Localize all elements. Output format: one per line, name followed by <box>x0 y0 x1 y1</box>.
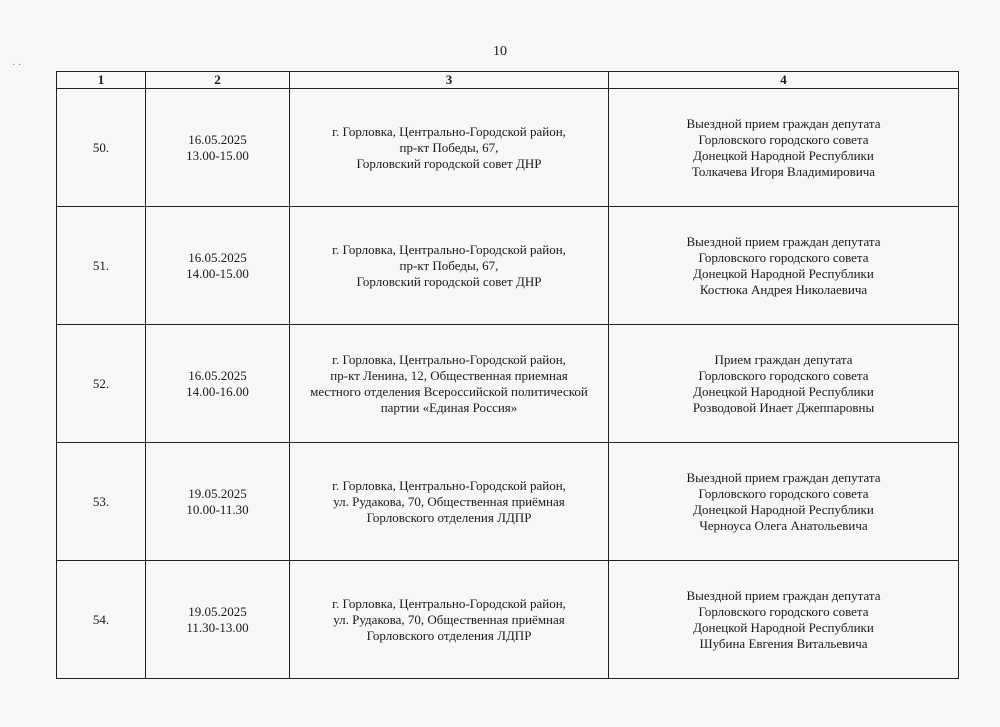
column-header-4: 4 <box>609 72 959 89</box>
place-cell <box>290 325 609 443</box>
column-header-1: 1 <box>57 72 146 89</box>
table-row <box>57 325 959 443</box>
datetime-cell <box>146 561 290 679</box>
date: 16.05.2025 <box>188 131 247 147</box>
table-row <box>57 561 959 679</box>
row-number: 50. <box>57 89 146 207</box>
row-number: 53. <box>57 443 146 561</box>
event-line: Горловского городского совета <box>698 485 869 501</box>
column-header-2: 2 <box>146 72 290 89</box>
place-cell <box>290 443 609 561</box>
datetime-cell <box>146 443 290 561</box>
place-line: г. Горловка, Центрально-Городской район, <box>332 123 566 139</box>
place-line: Горловский городской совет ДНР <box>356 155 542 171</box>
row-number: 51. <box>57 207 146 325</box>
datetime-cell <box>146 325 290 443</box>
place-line: ул. Рудакова, 70, Общественная приёмная <box>333 493 565 509</box>
event-line: Горловского городского совета <box>698 603 869 619</box>
event-cell <box>609 207 959 325</box>
time: 13.00-15.00 <box>186 147 249 163</box>
place-line: партии «Единая Россия» <box>380 399 518 415</box>
event-line: Костюка Андрея Николаевича <box>699 281 868 297</box>
place-line: Горловский городской совет ДНР <box>356 273 542 289</box>
place-cell <box>290 89 609 207</box>
event-line: Донецкой Народной Республики <box>693 383 874 399</box>
event-cell <box>609 89 959 207</box>
place-line: ул. Рудакова, 70, Общественная приёмная <box>333 611 565 627</box>
event-line: Выездной прием граждан депутата <box>686 115 881 131</box>
event-line: Прием граждан депутата <box>714 351 853 367</box>
event-line: Черноуса Олега Анатольевича <box>699 517 868 533</box>
schedule-table <box>56 71 959 679</box>
event-line: Донецкой Народной Республики <box>693 265 874 281</box>
place-line: г. Горловка, Центрально-Городской район, <box>332 595 566 611</box>
table-row <box>57 443 959 561</box>
date: 19.05.2025 <box>188 485 247 501</box>
place-line: г. Горловка, Центрально-Городской район, <box>332 351 566 367</box>
event-line: Толкачева Игоря Владимировича <box>691 163 876 179</box>
header-row <box>57 72 959 89</box>
event-line: Выездной прием граждан депутата <box>686 587 881 603</box>
place-line: пр-кт Победы, 67, <box>399 139 499 155</box>
table-row <box>57 89 959 207</box>
event-cell <box>609 325 959 443</box>
place-line: г. Горловка, Центрально-Городской район, <box>332 477 566 493</box>
place-line: Горловского отделения ЛДПР <box>366 627 532 643</box>
event-line: Шубина Евгения Витальевича <box>699 635 868 651</box>
time: 14.00-16.00 <box>186 383 249 399</box>
scan-mark: · · <box>12 60 22 71</box>
time: 11.30-13.00 <box>186 619 249 635</box>
place-line: местного отделения Всероссийской политической <box>310 383 588 399</box>
table-row <box>57 207 959 325</box>
time: 14.00-15.00 <box>186 265 249 281</box>
event-line: Донецкой Народной Республики <box>693 619 874 635</box>
place-line: пр-кт Ленина, 12, Общественная приемная <box>330 367 568 383</box>
datetime-cell <box>146 207 290 325</box>
row-number: 54. <box>57 561 146 679</box>
place-line: г. Горловка, Центрально-Городской район, <box>332 241 566 257</box>
event-line: Выездной прием граждан депутата <box>686 469 881 485</box>
date: 16.05.2025 <box>188 367 247 383</box>
place-cell <box>290 561 609 679</box>
event-line: Розводовой Инает Джеппаровны <box>692 399 875 415</box>
event-line: Горловского городского совета <box>698 131 869 147</box>
event-cell <box>609 561 959 679</box>
date: 19.05.2025 <box>188 603 247 619</box>
page-number: 10 <box>493 44 507 59</box>
date: 16.05.2025 <box>188 249 247 265</box>
datetime-cell <box>146 89 290 207</box>
event-line: Горловского городского совета <box>698 249 869 265</box>
time: 10.00-11.30 <box>186 501 249 517</box>
event-cell <box>609 443 959 561</box>
place-line: Горловского отделения ЛДПР <box>366 509 532 525</box>
place-line: пр-кт Победы, 67, <box>399 257 499 273</box>
event-line: Донецкой Народной Республики <box>693 147 874 163</box>
place-cell <box>290 207 609 325</box>
event-line: Горловского городского совета <box>698 367 869 383</box>
row-number: 52. <box>57 325 146 443</box>
column-header-3: 3 <box>290 72 609 89</box>
event-line: Выездной прием граждан депутата <box>686 233 881 249</box>
event-line: Донецкой Народной Республики <box>693 501 874 517</box>
